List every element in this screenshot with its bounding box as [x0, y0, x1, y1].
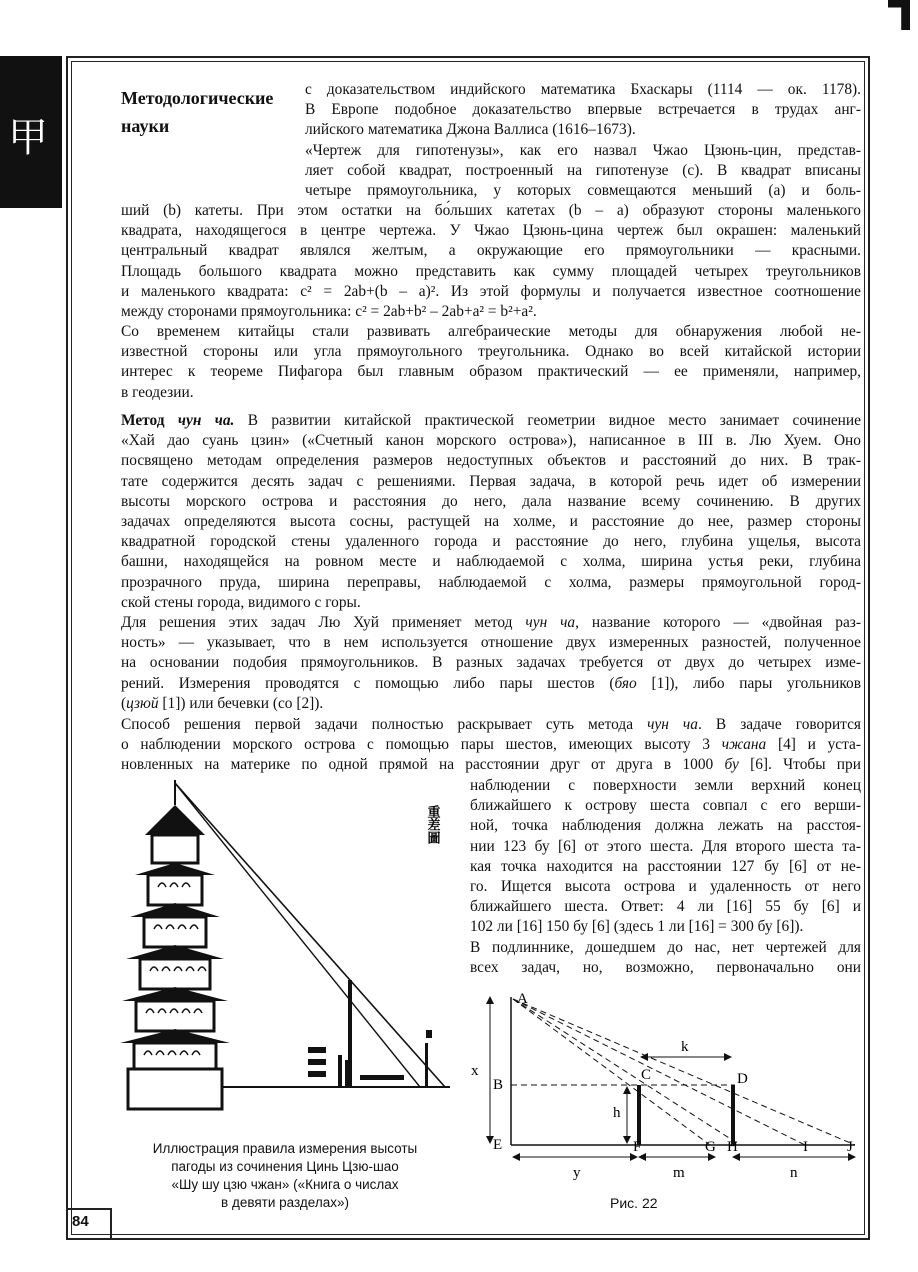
label-x: x	[471, 1063, 479, 1079]
text-line: ской стены города, видимого с горы.	[121, 593, 361, 611]
intro-paragraph	[305, 80, 861, 201]
text-line: Способ решения первой задачи полностью раскрывает суть метода чун ча. В задаче говорится	[121, 716, 862, 733]
text-line: квадратной городской стены удаленного города и расстояние до него, глубина ущелья, высота	[121, 533, 861, 551]
text-line: го. Ищется высота острова и удаленность от него	[470, 878, 861, 896]
text-line: посвящено методам определения размеров недоступных объектов и расстояний до них. В трак-	[121, 452, 861, 470]
text-line: новленных на материке по одной прямой на расстоянии друг от друга в 1000 бу [6]. Чтобы при	[121, 756, 861, 774]
label-m: m	[673, 1165, 685, 1181]
text-line: Площадь большого квадрата можно представить как сумму площадей четырех треугольников	[121, 262, 861, 280]
text-line: тате содержится десять задач с решениями. Первая задача, в которой речь идет об измерении	[121, 472, 861, 490]
text-line: наблюдении с поверхности земли верхний конец	[470, 777, 861, 794]
section-heading	[121, 84, 273, 140]
text-line: в геодезии.	[121, 383, 194, 401]
text-line: В подлиннике, дошедшем до нас, нет чертежей для	[470, 938, 861, 956]
label-I: I	[803, 1139, 808, 1155]
text-line: между сторонами прямоугольника: c² = 2ab+b² – 2ab+a² = b²+a².	[121, 303, 537, 321]
intro-line: с доказательством индийского математика Бхаскары (1114 — ок. 1178).	[305, 81, 861, 98]
text-line: башни, находящейся на ровном месте и наблюдаемой с холма, ширина устья реки, глубина	[121, 553, 861, 571]
paragraph-6	[470, 776, 861, 978]
label-k: k	[681, 1039, 689, 1055]
page-corner-mark	[888, 0, 910, 30]
label-y: y	[573, 1165, 581, 1181]
text-line: 102 ли [16] 150 бу [6] (здесь 1 ли [16] = 300 бу [6]).	[470, 918, 804, 936]
text-line: высоты морского острова и расстояния до него, дала название всему сочинению. В других	[121, 492, 861, 510]
label-n: n	[790, 1165, 798, 1181]
label-A: A	[517, 991, 528, 1007]
page-number: 84	[72, 1213, 89, 1230]
text-line: на основании подобия прямоугольников. В разных задачах требуется от двух до четырех изме-	[121, 654, 861, 672]
label-C: C	[641, 1067, 652, 1083]
text-line: ность» — указывает, что в нем используется отношение двух измеренных разностей, полученное	[121, 634, 861, 652]
caption-line: пагоды из сочинения Цинь Цзю-шао	[171, 1159, 399, 1174]
label-B: B	[493, 1077, 504, 1093]
heading-line-2: науки	[121, 116, 170, 136]
method-title: Метод чун ча.	[121, 412, 235, 429]
heading-line-1: Методологические	[121, 88, 274, 108]
text-line: Метод чун ча. В развитии китайской практической геометрии видное место занимает сочинение	[121, 412, 861, 429]
intro-line: ляет собой квадрат, построенный на гипотенузе (c). В квадрат вписаны	[305, 161, 861, 179]
text-line: кая точка находится на расстоянии 127 бу [6] от не-	[470, 857, 861, 875]
label-H: H	[727, 1139, 738, 1155]
caption-line: Иллюстрация правила измерения высоты	[152, 1141, 418, 1156]
paragraph-4	[121, 613, 861, 714]
pagoda-side-glyphs: 重差圖	[424, 805, 440, 844]
text-line: прозрачного пруда, ширина переправы, наблюдаемой с холма, размеры прямоугольной город-	[121, 573, 861, 591]
text-line: всех задач, но, возможно, первоначально они	[470, 958, 861, 976]
text-line: нии 123 бу [6] от этого шеста. Для второго шеста та-	[470, 837, 861, 855]
intro-line: В Европе подобное доказательство впервые встречается в трудах анг-	[305, 101, 861, 119]
text-line: ближайшего к острову шеста совпал с его верши-	[470, 797, 861, 815]
text-line: о наблюдении морского острова с помощью пары шестов, имеющих высоту 3 чжана [4] и уста-	[121, 736, 861, 754]
text-line: «Хай дао суань цзин» («Счетный канон морского острова»), написанное в III в. Лю Хуем. Оно	[121, 432, 861, 450]
caption-line: в девяти разделах»)	[221, 1195, 349, 1210]
intro-line: лийского математика Джона Валлиса (1616–1673).	[305, 121, 636, 139]
text-line: Со временем китайцы стали развивать алгебраические методы для обнаружения любой не-	[121, 323, 861, 340]
text-line: известной стороны или угла прямоугольного треугольника. Однако во всей китайской истории	[121, 343, 861, 361]
text-line: рений. Измерения проводятся с помощью либо пары шестов (бяо [1]), либо пары угольников	[121, 674, 861, 692]
text-line: ближайшего шеста. Ответ: 4 ли [16] 55 бу [6] и	[470, 898, 861, 916]
pagoda-illustration	[120, 775, 455, 1120]
caption-line: «Шу шу цзю чжан» («Книга о числах	[171, 1177, 399, 1192]
text-line: Для решения этих задач Лю Хуй применяет метод чун ча, название которого — «двойная раз-	[121, 614, 861, 631]
paragraph-method	[121, 411, 861, 613]
text-line: центральный квадрат являлся желтым, а окружающие его прямоугольники — красными.	[121, 242, 861, 260]
paragraph-2	[121, 322, 861, 403]
label-D: D	[737, 1071, 748, 1087]
text-line: интерес к теореме Пифагора был главным образом практический — ее применяли, например,	[121, 363, 861, 381]
paragraph-1	[121, 201, 861, 322]
text-line: задачах определяются высота сосны, растущей на холме, и расстояние до нее, размер стороны	[121, 513, 861, 531]
geometry-diagram	[465, 985, 865, 1185]
text-line: квадрата, находящегося в центре чертежа. У Чжао Цзюнь-цина чертеж был окрашен: маленький	[121, 222, 861, 240]
illustration-caption	[125, 1140, 445, 1212]
label-G: G	[705, 1139, 716, 1155]
figure-caption: Рис. 22	[610, 1195, 658, 1211]
text-line: (цзюй [1]) или бечевки (со [2]).	[121, 694, 324, 712]
label-J: J	[847, 1139, 853, 1155]
paragraph-5	[121, 715, 861, 776]
tab-glyph: 甲	[8, 115, 48, 161]
intro-line: «Чертеж для гипотенузы», как его назвал Чжао Цзюнь-цин, представ-	[305, 141, 861, 159]
section-tab	[0, 56, 62, 208]
text-line: и маленького квадрата: c² = 2ab+(b – a)². Из этой формулы и получается известное соотношение	[121, 282, 861, 300]
intro-line: четыре прямоугольника, у которых совмещаются меньший (a) и боль-	[305, 182, 861, 200]
text-line: ший (b) катеты. При этом остатки на бо́льших катетах (b – a) образуют стороны маленького	[121, 202, 861, 219]
label-h: h	[613, 1105, 621, 1121]
text-line: ной, точка наблюдения должна лежать на расстоя-	[470, 817, 861, 835]
label-F: F	[633, 1139, 642, 1155]
label-E: E	[493, 1137, 503, 1153]
